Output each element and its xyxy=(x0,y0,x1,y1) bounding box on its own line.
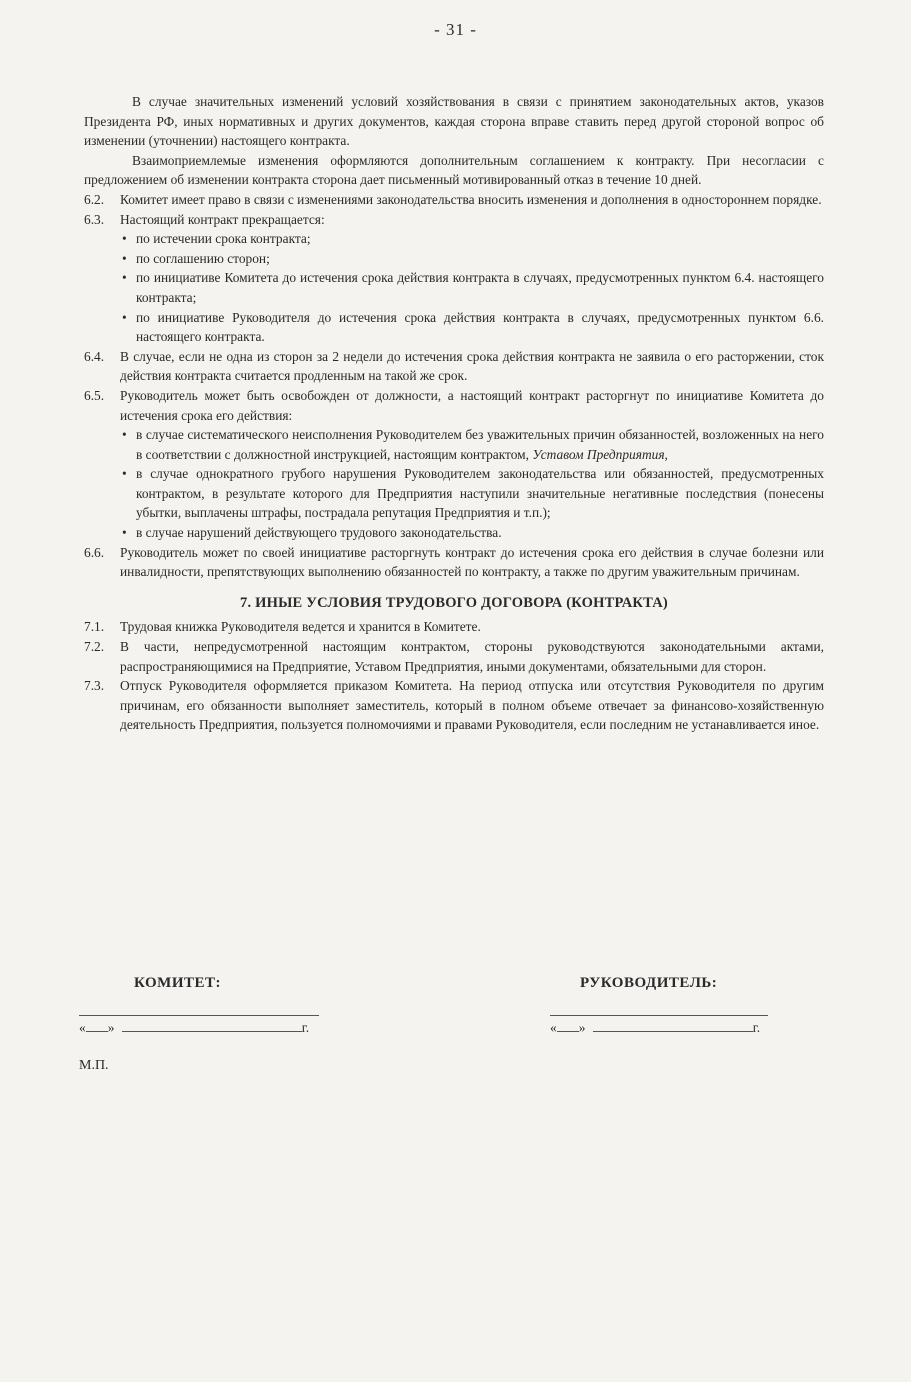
clause-text: Руководитель может быть освобожден от должности, а настоящий контракт расторгнут по инициативе Комитета до истечения срока его действия: xyxy=(120,387,824,423)
clause-6-6 xyxy=(84,543,824,582)
list-item xyxy=(118,425,824,464)
clause-text: Трудовая книжка Руководителя ведется и хранится в Комитете. xyxy=(120,619,481,635)
stamp-place-label: М.П. xyxy=(79,1058,109,1073)
clause-text: В части, непредусмотренной настоящим контрактом, стороны руководствуются законодательными актами, распространяющимися на Предприятие, Уставом Предприятия, иными документами, обязательными для сторон. xyxy=(120,639,824,674)
list-item: • в случае нарушений действующего трудового законодательства. xyxy=(118,523,824,543)
page-number: - 31 - xyxy=(434,20,477,39)
clause-number: 6.4. xyxy=(84,348,105,364)
clause-7-3 xyxy=(84,676,824,735)
list-item-text: в случае систематического неисполнения Руководителем без уважительных причин обязанностей, возложенных на него в соответствии с должностной инструкцией, настоящим контрактом, xyxy=(136,427,824,462)
month-blank xyxy=(122,1031,302,1032)
list-item: • по истечении срока контракта; xyxy=(118,229,824,249)
clause-6-3-list xyxy=(84,229,824,347)
clause-6-5 xyxy=(84,386,824,425)
year-suffix: г. xyxy=(301,1020,310,1035)
date-open-quote: « xyxy=(550,1020,557,1035)
list-item: • в случае однократного грубого нарушения Руководителем законодательства или обязанностей, предусмотренных контрактом, в результате которого для Предприятия наступили значительные негативные последствия (понесены убытки, выплачены штрафы, пострадала репутация Предприятия и т.п.); xyxy=(118,464,824,523)
day-blank xyxy=(557,1031,579,1032)
list-item: • по инициативе Руководителя до истечения срока действия контракта в случаях, предусмотренных пунктом 6.6. настоящего контракта. xyxy=(118,308,824,347)
clause-number: 7.3. xyxy=(84,678,105,694)
clause-6-4 xyxy=(84,347,824,386)
clause-number: 6.5. xyxy=(84,387,105,403)
clause-6-2 xyxy=(84,190,824,210)
clause-number: 7.1. xyxy=(84,619,105,635)
list-item-italic-text: Уставом Предприятия, xyxy=(532,446,668,462)
intro-paragraph-2: Взаимоприемлемые изменения оформляются дополнительным соглашением к контракту. При несогласии с предложением об изменении контракта сторона дает письменный мотивированный отказ в течение 10 дней. xyxy=(84,152,824,188)
date-open-quote: « xyxy=(79,1020,86,1035)
clause-number: 6.6. xyxy=(84,544,105,560)
clause-number: 6.2. xyxy=(84,191,105,207)
clause-text: Комитет имеет право в связи с изменениями законодательства вносить изменения и дополнения в одностороннем порядке. xyxy=(120,191,822,207)
document-body xyxy=(84,92,824,735)
month-blank xyxy=(593,1031,753,1032)
clause-text: В случае, если не одна из сторон за 2 недели до истечения срока действия контракта не заявила о его расторжении, сток действия контракта считается продленным на такой же срок. xyxy=(120,348,824,384)
section-7-title: 7. ИНЫЕ УСЛОВИЯ ТРУДОВОГО ДОГОВОРА (КОНТРАКТА) xyxy=(240,594,668,611)
clause-7-1 xyxy=(84,617,824,637)
list-item: • по инициативе Комитета до истечения срока действия контракта в случаях, предусмотренных пунктом 6.4. настоящего контракта; xyxy=(118,268,824,307)
clause-number: 6.3. xyxy=(84,211,105,227)
date-close-quote: » xyxy=(578,1020,586,1035)
clause-number: 7.2. xyxy=(84,639,105,655)
director-date-field xyxy=(550,1020,760,1036)
director-signature-line xyxy=(550,1015,768,1016)
clause-6-3 xyxy=(84,210,824,230)
committee-signature-label: КОМИТЕТ: xyxy=(134,975,222,991)
clause-6-5-list xyxy=(84,425,824,543)
clause-text: Отпуск Руководителя оформляется приказом Комитета. На период отпуска или отсутствия Руководителя по другим причинам, его обязанности выполняет заместитель, который в полном объеме отвечает за финансово-хозяйственную деятельность Предприятия, пользуется полномочиями и правами Руководителя, если последним не устанавливается иное. xyxy=(120,678,824,733)
list-item: • по соглашению сторон; xyxy=(118,249,824,269)
director-signature-label: РУКОВОДИТЕЛЬ: xyxy=(580,975,718,991)
clause-7-2 xyxy=(84,637,824,676)
committee-date-field xyxy=(79,1020,309,1036)
day-blank xyxy=(86,1031,108,1032)
clause-text: Руководитель может по своей инициативе расторгнуть контракт до истечения срока его действия в случае болезни или инвалидности, препятствующих выполнению обязанностей по контракту, а также по другим уважительным причинам. xyxy=(120,544,824,580)
date-close-quote: » xyxy=(107,1020,115,1035)
year-suffix: г. xyxy=(752,1020,761,1035)
clause-text: Настоящий контракт прекращается: xyxy=(120,211,325,227)
committee-signature-line xyxy=(79,1015,319,1016)
intro-paragraph-1: В случае значительных изменений условий хозяйствования в связи с принятием законодательных актов, указов Президента РФ, иных нормативных и других документов, каждая сторона вправе ставить перед другой стороной вопрос об изменении (уточнении) настоящего контракта. xyxy=(84,94,824,149)
